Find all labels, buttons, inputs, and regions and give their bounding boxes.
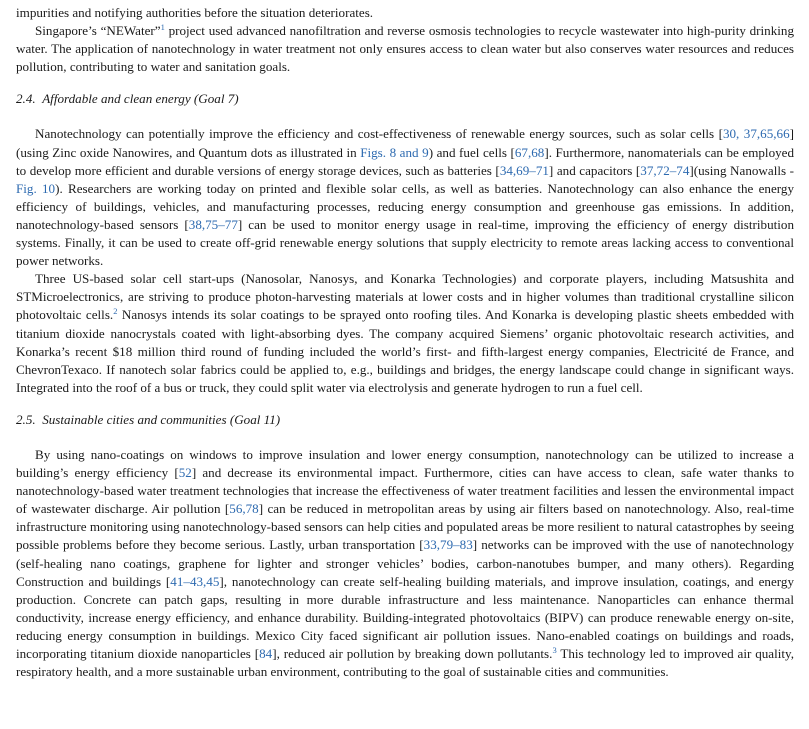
section-number: 2.4.	[16, 91, 36, 107]
figure-link[interactable]: Fig. 10	[16, 180, 56, 196]
citation-link[interactable]: 33,79–83	[423, 537, 473, 553]
paragraph-text: ] (using Zinc oxide Nanowires, and Quantum dots as illustrated in	[16, 126, 795, 160]
section-title: Sustainable cities and communities (Goal 11)	[42, 411, 281, 427]
section-number: 2.5.	[16, 411, 36, 427]
citation-link[interactable]: 37,72–74	[640, 162, 690, 178]
citation-link[interactable]: 38,75–77	[188, 216, 238, 232]
paragraph-sustainable-cities	[16, 446, 794, 681]
footnote-marker-3[interactable]: 3	[552, 645, 557, 655]
citation-link[interactable]: 84	[259, 646, 273, 661]
footnote-marker-2[interactable]: 2	[113, 306, 118, 317]
paragraph-water-continued	[16, 4, 794, 22]
paragraph-text: ) and fuel cells [	[428, 144, 515, 160]
section-title: Affordable and clean energy (Goal 7)	[42, 91, 239, 107]
footnote-marker-1[interactable]: 1	[160, 22, 165, 33]
paragraph-newater	[16, 22, 794, 76]
section-heading-2-4	[16, 90, 794, 108]
paragraph-text: ] networks can be improved with the use of nanotechnology (self-healing nano coatings, graphene for lighter and stronger vehicles’ bodies, carbon-nanotubes bumper, and many others). Regarding Construction and buildings [	[16, 537, 794, 589]
section-heading-2-5	[16, 411, 794, 429]
citation-link[interactable]: 56,78	[229, 501, 259, 517]
paragraph-text: By using nano-coatings on windows to improve insulation and lower energy consumption, nanotechnology can be utilized to increase a building’s energy efficiency [	[16, 446, 794, 481]
paragraph-text: ] and decrease its environmental impact. Furthermore, cities can have access to clean, safe water thanks to nanotechnology-based water treatment technologies that increase the effectiveness of water treatment facilities and lessen the environmental impact of wastewater discharge. Air pollution [	[16, 465, 794, 517]
paragraph-text: ). Researchers are working today on printed and flexible solar cells, as well as batteries. Nanotechnology can also enhance the energy efficiency of buildings, vehicles, and manufacturing processes, reducing energy consumption and greenhouse gas emissions. In addition, nanotechnology-based sensors [	[16, 180, 794, 232]
paragraph-text: Singapore’s “NEWater”	[35, 23, 161, 39]
paragraph-text: ](using Nanowalls -	[689, 162, 794, 178]
figure-link[interactable]: Figs. 8 and 9	[360, 144, 429, 160]
paragraph-text: ], reduced air pollution by breaking down pollutants.	[272, 646, 553, 661]
paragraph-energy-nanotech	[16, 125, 794, 270]
citation-link[interactable]: 67,68	[514, 144, 545, 160]
citation-link[interactable]: 52	[178, 465, 192, 481]
paragraph-text: ] and capacitors [	[548, 162, 641, 178]
paragraph-text: ], nanotechnology can create self-healing building materials, and improve insulation, coatings, and energy production. Concrete can patch gaps, resulting in more durable infrastructure and less maintenance. Nanoparticles can enhance thermal conductivity, increase energy efficiency, and enhance durability. Building-integrated photovoltaics (BIPV) can produce renewable energy on-site, reducing energy consumption in buildings. Mexico City faced significant air pollution issues. Nano-enabled coatings on buildings and roads, incorporating titanium dioxide nanoparticles [	[16, 573, 794, 661]
citation-link[interactable]: 41–43,45	[170, 573, 220, 589]
paragraph-text: Three US-based solar cell start-ups (Nanosolar, Nanosys, and Konarka Technologies) and corporate players, including Matsushita and STMicroelectronics, are striving to produce photon-harvesting materials at lower costs and in higher volumes than traditional crystalline silicon photovoltaic cells.	[16, 271, 794, 323]
paragraph-text: Nanosys intends its solar coatings to be sprayed onto roofing tiles. And Konarka is developing plastic sheets embedded with titanium dioxide nanocrystals coated with light-absorbing dyes. The company acquired Siemens’ organic photovoltaic research activities, and Konarka’s recent $18 million third round of funding included the world’s first- and fifth-largest energy companies, Electricité de France, and ChevronTexaco. If nanotech solar fabrics could be applied to, e.g., buildings and bridges, the energy landscape could change in significant ways. Integrated into the roof of a bus or truck, they could split water via electrolysis and generate hydrogen to run a fuel cell.	[16, 307, 795, 395]
paragraph-text: ] can be used to monitor energy usage in real-time, improving the efficiency of energy distribution systems. Finally, it can be used to create off-grid renewable energy solutions that supply electricity to remote areas lacking access to conventional power networks.	[16, 216, 794, 269]
paragraph-text: Nanotechnology can potentially improve the efficiency and cost-effectiveness of renewable energy sources, such as solar cells [	[35, 126, 723, 142]
citation-link[interactable]: 34,69–71	[499, 162, 549, 178]
citation-link[interactable]: 30, 37,65,66	[722, 126, 790, 142]
paragraph-text: This technology led to improved air quality, respiratory health, and a more sustainable urban environment, contributing to the goal of sustainable cities and communities.	[16, 646, 794, 680]
paragraph-text: ] can be reduced in metropolitan areas by using air filters based on nanotechnology. Also, real-time infrastructure monitoring using nanotechnology-based sensors can help cities and populated areas be more resilient to natural catastrophes by seeing possible problems before they become serious. Lastly, urban transportation [	[16, 501, 794, 553]
paragraph-text: impurities and notifying authorities before the situation deteriorates.	[16, 5, 374, 20]
paragraph-solar-startups	[16, 270, 794, 397]
paragraph-text: project used advanced nanofiltration and reverse osmosis technologies to recycle wastewater into high-purity drinking water. The application of nanotechnology in water treatment not only ensures access to clean water but also conserves water resources and reduces pollution, contributing to water and sanitation goals.	[16, 23, 794, 75]
paragraph-text: ]. Furthermore, nanomaterials can be employed to develop more efficient and durable versions of energy storage devices, such as batteries [	[16, 144, 795, 178]
